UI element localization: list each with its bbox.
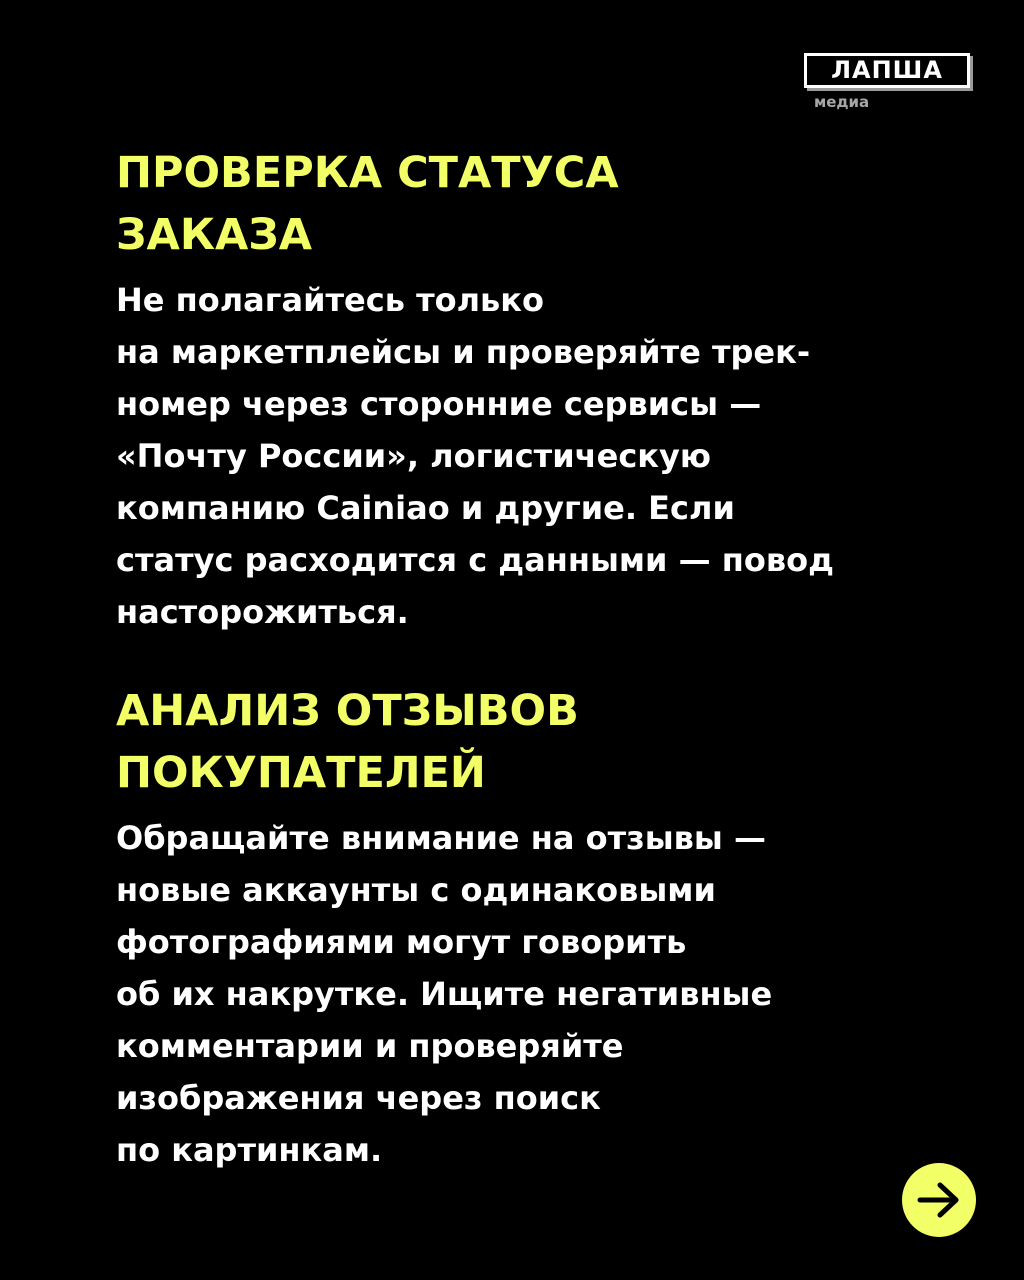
- main-content: [116, 142, 976, 1176]
- body-line: компанию Cainiao и другие. Если: [116, 489, 735, 527]
- next-slide-button[interactable]: [902, 1163, 976, 1237]
- heading-line: ПРОВЕРКА СТАТУСА: [116, 148, 619, 198]
- body-line: Не полагайтесь только: [116, 281, 544, 319]
- body-line: по картинкам.: [116, 1131, 383, 1169]
- logo: [804, 53, 976, 119]
- body-line: «Почту России», логистическую: [116, 437, 711, 475]
- body-line: Обращайте внимание на отзывы —: [116, 819, 766, 857]
- logo-title: ЛАПША: [804, 53, 970, 88]
- section-heading: [116, 680, 976, 804]
- body-line: статус расходится с данными — повод: [116, 541, 834, 579]
- body-line: комментарии и проверяйте: [116, 1027, 624, 1065]
- body-line: новые аккаунты с одинаковыми: [116, 871, 716, 909]
- logo-subtitle: медиа: [814, 93, 870, 111]
- body-line: фотографиями могут говорить: [116, 923, 687, 961]
- section-heading: [116, 142, 976, 266]
- arrow-right-icon: [916, 1182, 962, 1218]
- section-body: [116, 274, 976, 638]
- body-line: номер через сторонние сервисы —: [116, 385, 762, 423]
- section-reviews: [116, 680, 976, 1176]
- body-line: насторожиться.: [116, 593, 409, 631]
- section-body: [116, 812, 976, 1176]
- body-line: на маркетплейсы и проверяйте трек-: [116, 333, 811, 371]
- heading-line: ПОКУПАТЕЛЕЙ: [116, 748, 486, 798]
- body-line: об их накрутке. Ищите негативные: [116, 975, 773, 1013]
- heading-line: АНАЛИЗ ОТЗЫВОВ: [116, 686, 579, 736]
- body-line: изображения через поиск: [116, 1079, 601, 1117]
- section-order-status: [116, 142, 976, 638]
- heading-line: ЗАКАЗА: [116, 210, 313, 260]
